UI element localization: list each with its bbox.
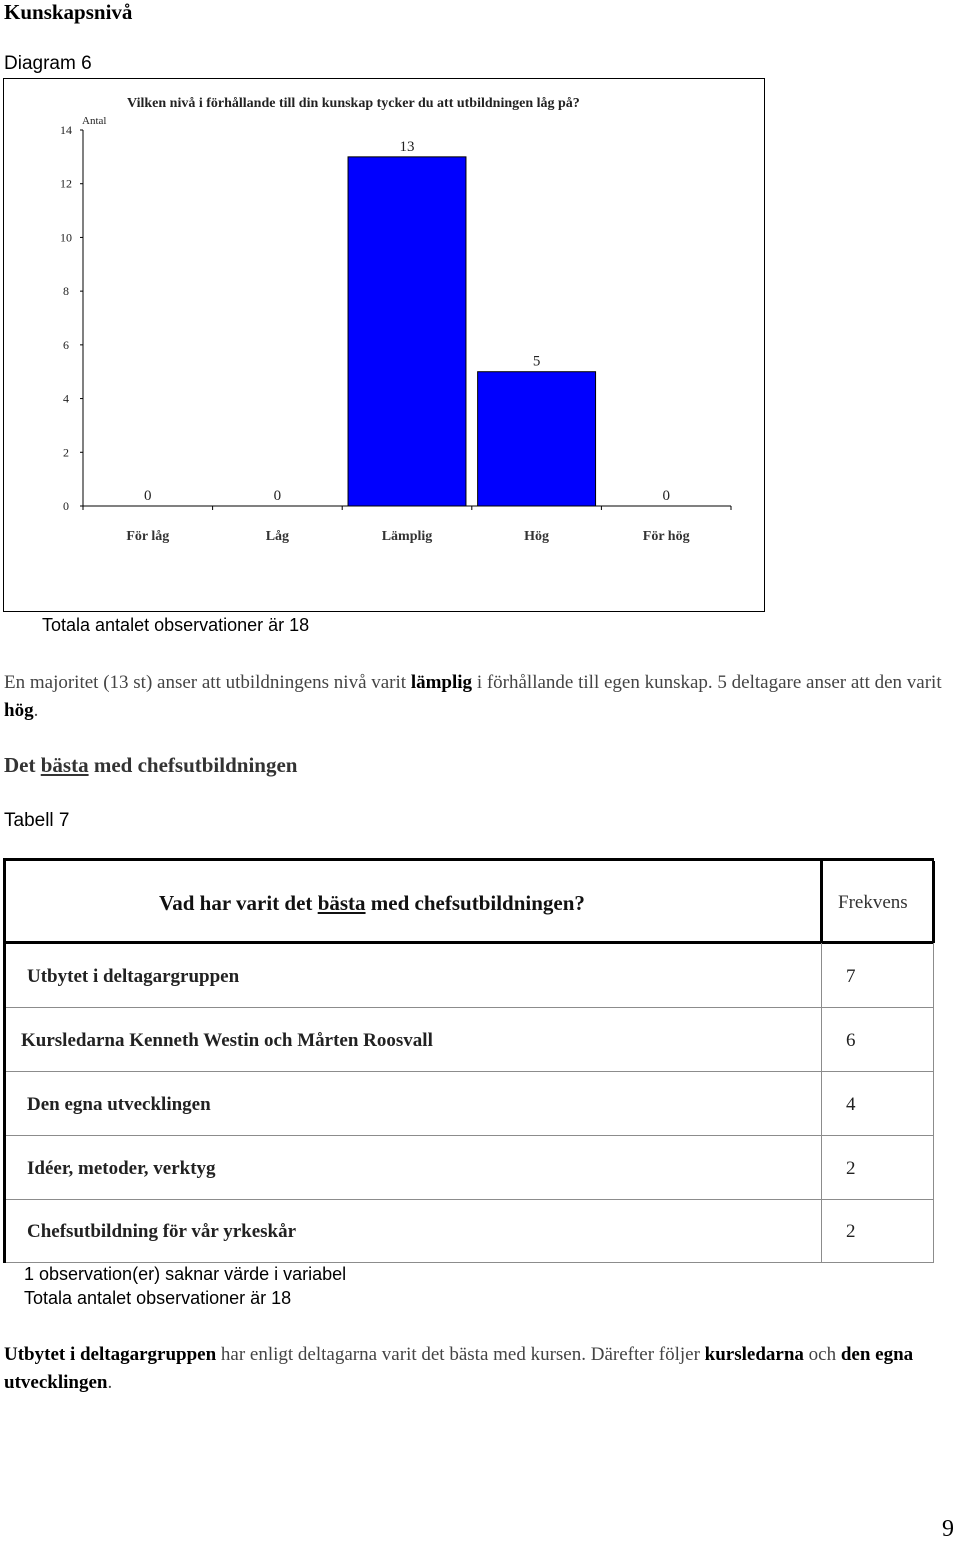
y-tick-label: 6 <box>63 337 69 352</box>
data-label: 0 <box>662 488 670 504</box>
row-frequency: 2 <box>846 1158 856 1179</box>
bar <box>478 372 596 506</box>
y-tick-label: 14 <box>60 123 72 137</box>
para1-text-3: . <box>33 700 39 721</box>
row-label: Idéer, metoder, verktyg <box>27 1158 216 1179</box>
conclusion-paragraph <box>4 1341 944 1397</box>
table-divider <box>932 861 935 943</box>
y-axis-label: Antal <box>82 115 107 127</box>
y-tick-label: 12 <box>60 176 72 191</box>
row-frequency: 2 <box>846 1221 856 1242</box>
para2-bold-3: den egna utvecklingen <box>4 1344 914 1393</box>
x-tick-label: Hög <box>524 529 550 544</box>
data-label: 13 <box>399 138 415 155</box>
y-tick-label: 8 <box>63 284 69 299</box>
header-q-post: med chefsutbildningen? <box>365 891 585 915</box>
para2-bold-2: kursledarna <box>704 1344 804 1365</box>
x-tick-label: Lämplig <box>381 529 433 544</box>
sub-heading-post: med chefsutbildningen <box>88 753 298 777</box>
y-tick-label: 10 <box>60 230 72 245</box>
para2-bold-1: Utbytet i deltagargruppen <box>4 1344 217 1365</box>
row-frequency: 7 <box>846 966 856 987</box>
total-observations-note: Totala antalet observationer är 18 <box>24 1288 292 1308</box>
y-tick-label: 4 <box>63 391 69 406</box>
row-label: Chefsutbildning för vår yrkeskår <box>27 1221 297 1242</box>
table-divider <box>820 861 823 943</box>
header-q-pre: Vad har varit det <box>159 891 318 915</box>
row-frequency: 4 <box>846 1094 856 1115</box>
section-heading: Kunskapsnivå <box>4 0 133 24</box>
bar <box>348 157 466 506</box>
diagram-label: Diagram 6 <box>4 53 92 74</box>
table-header-question <box>159 891 585 916</box>
table-row <box>6 1136 934 1200</box>
table-header-frequency: Frekvens <box>838 892 908 913</box>
table-row <box>6 944 934 1008</box>
para2-text-3: . <box>107 1372 113 1393</box>
table-label: Tabell 7 <box>4 810 70 831</box>
para2-text-1: har enligt deltagarna varit det bästa med kursen. Därefter följer <box>216 1344 705 1365</box>
chart-summary-paragraph <box>4 669 944 725</box>
missing-values-note: 1 observation(er) saknar värde i variabel <box>24 1264 347 1284</box>
y-tick-label: 0 <box>63 499 69 513</box>
bar-chart <box>4 79 766 613</box>
chart-total-observations: Totala antalet observationer är 18 <box>42 615 310 635</box>
table-row <box>6 1072 934 1136</box>
row-label: Den egna utvecklingen <box>27 1094 211 1115</box>
sub-heading <box>4 753 297 778</box>
x-tick-label: Låg <box>265 529 290 544</box>
row-frequency: 6 <box>846 1030 856 1051</box>
para1-bold-2: hög <box>4 700 34 721</box>
sub-heading-underlined: bästa <box>40 753 89 777</box>
data-label: 0 <box>144 488 152 504</box>
row-label: Kursledarna Kenneth Westin och Mårten Roosvall <box>21 1030 433 1051</box>
data-label: 0 <box>273 488 282 504</box>
data-label: 5 <box>532 353 541 370</box>
x-tick-label: För hög <box>642 529 690 544</box>
table-row <box>6 1200 934 1263</box>
chart-frame <box>3 78 765 612</box>
chart-title: Vilken nivå i förhållande till din kunskap tycker du att utbildningen låg på? <box>127 96 580 111</box>
para1-text-2: i förhållande till egen kunskap. 5 deltagare anser att den varit <box>472 672 942 693</box>
para1-bold-1: lämplig <box>410 672 473 693</box>
para2-text-2: och <box>803 1344 841 1365</box>
frequency-table <box>3 858 934 1263</box>
table-row <box>6 1008 934 1072</box>
para1-text-1: En majoritet (13 st) anser att utbildningens nivå varit <box>4 672 411 693</box>
header-q-underlined: bästa <box>317 891 366 915</box>
page-number: 9 <box>942 1516 954 1542</box>
sub-heading-pre: Det <box>4 753 41 777</box>
row-label: Utbytet i deltagargruppen <box>27 966 240 987</box>
x-tick-label: För låg <box>126 529 170 544</box>
y-tick-label: 2 <box>63 445 69 460</box>
